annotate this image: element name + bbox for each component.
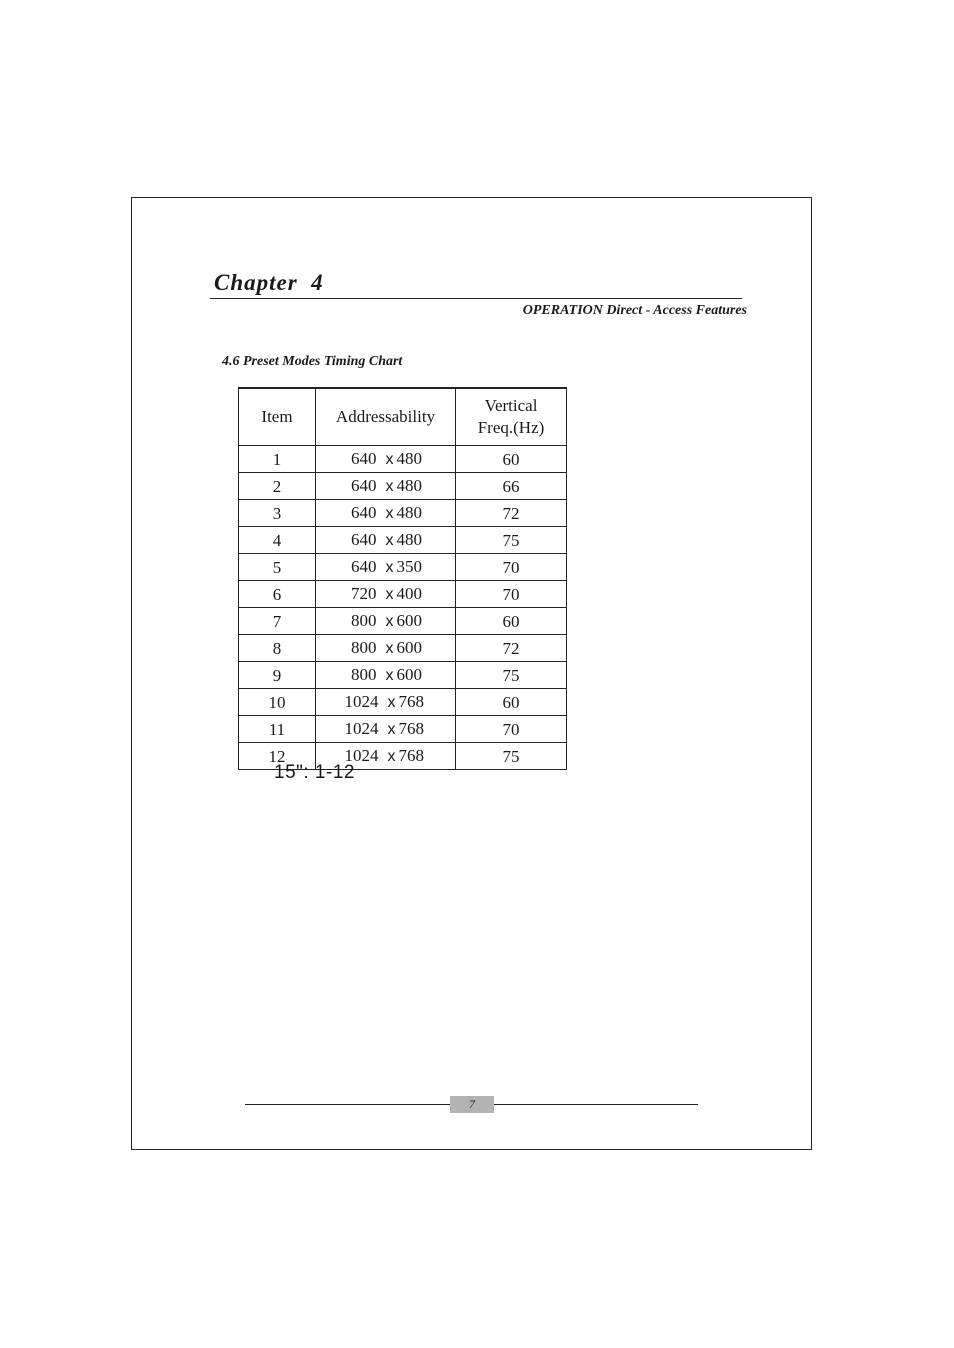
cell-addressability	[316, 635, 456, 662]
cell-vertical-freq: 75	[456, 527, 567, 554]
table-row	[239, 662, 567, 689]
table-row	[239, 554, 567, 581]
resolution-width: 640	[351, 530, 377, 549]
cell-vertical-freq: 60	[456, 608, 567, 635]
table-row	[239, 473, 567, 500]
table-row	[239, 527, 567, 554]
resolution-width: 1024	[344, 719, 379, 738]
cell-item: 3	[239, 500, 316, 527]
preset-modes-table	[238, 387, 567, 770]
resolution-height: 768	[398, 746, 424, 765]
resolution-width: 640	[351, 503, 377, 522]
cell-vertical-freq: 60	[456, 689, 567, 716]
resolution-width: 800	[351, 611, 377, 630]
times-sign: x	[385, 451, 394, 468]
cell-item: 5	[239, 554, 316, 581]
cell-addressability	[316, 473, 456, 500]
resolution-width: 1024	[344, 692, 379, 711]
resolution-width: 800	[351, 638, 377, 657]
column-header-freq-line2: Freq.(Hz)	[477, 418, 545, 437]
cell-addressability	[316, 554, 456, 581]
cell-vertical-freq: 70	[456, 716, 567, 743]
cell-item: 10	[239, 689, 316, 716]
times-sign: x	[385, 640, 394, 657]
header-rule	[210, 298, 742, 299]
resolution-width: 800	[351, 665, 377, 684]
resolution-height: 768	[398, 692, 424, 711]
cell-addressability	[316, 608, 456, 635]
table-row	[239, 635, 567, 662]
section-heading: 4.6 Preset Modes Timing Chart	[222, 354, 403, 369]
column-header-item: Item	[239, 388, 316, 446]
footer-rule-left	[245, 1104, 450, 1105]
column-header-vertical-freq	[456, 388, 567, 446]
table-row	[239, 446, 567, 473]
cell-item: 1	[239, 446, 316, 473]
cell-vertical-freq: 70	[456, 554, 567, 581]
chapter-subtitle: OPERATION Direct - Access Features	[522, 303, 747, 318]
times-sign: x	[385, 505, 394, 522]
cell-item: 7	[239, 608, 316, 635]
table-row	[239, 581, 567, 608]
cell-vertical-freq: 72	[456, 500, 567, 527]
times-sign: x	[387, 748, 396, 765]
resolution-height: 600	[396, 611, 422, 630]
chapter-title: Chapter 4	[214, 270, 324, 295]
cell-item: 8	[239, 635, 316, 662]
column-header-freq-line1: Vertical	[484, 396, 538, 415]
times-sign: x	[385, 478, 394, 495]
resolution-width: 720	[351, 584, 377, 603]
table-row	[239, 716, 567, 743]
resolution-width: 640	[351, 449, 377, 468]
cell-vertical-freq: 75	[456, 662, 567, 689]
resolution-height: 400	[396, 584, 422, 603]
resolution-width: 640	[351, 557, 377, 576]
times-sign: x	[385, 559, 394, 576]
cell-item: 11	[239, 716, 316, 743]
resolution-height: 600	[396, 638, 422, 657]
cell-vertical-freq: 66	[456, 473, 567, 500]
column-header-addressability: Addressability	[316, 388, 456, 446]
cell-item: 9	[239, 662, 316, 689]
footer-rule-right	[494, 1104, 698, 1105]
cell-addressability	[316, 716, 456, 743]
cell-vertical-freq: 72	[456, 635, 567, 662]
resolution-height: 480	[396, 476, 422, 495]
cell-item: 12	[239, 743, 316, 770]
table-row	[239, 608, 567, 635]
cell-vertical-freq: 70	[456, 581, 567, 608]
cell-item: 4	[239, 527, 316, 554]
cell-addressability	[316, 446, 456, 473]
table-row	[239, 500, 567, 527]
times-sign: x	[385, 613, 394, 630]
table-header-row	[239, 388, 567, 446]
table-row	[239, 689, 567, 716]
cell-addressability	[316, 527, 456, 554]
resolution-width: 1024	[344, 746, 379, 765]
resolution-width: 640	[351, 476, 377, 495]
times-sign: x	[385, 586, 394, 603]
resolution-height: 600	[396, 665, 422, 684]
times-sign: x	[385, 667, 394, 684]
times-sign: x	[385, 532, 394, 549]
resolution-height: 480	[396, 503, 422, 522]
cell-addressability	[316, 662, 456, 689]
resolution-height: 350	[396, 557, 422, 576]
cell-addressability	[316, 581, 456, 608]
cell-item: 2	[239, 473, 316, 500]
cell-vertical-freq: 60	[456, 446, 567, 473]
cell-addressability	[316, 500, 456, 527]
cell-item: 6	[239, 581, 316, 608]
model-size-note: 15": 1-12	[274, 762, 355, 783]
cell-vertical-freq: 75	[456, 743, 567, 770]
resolution-height: 480	[396, 449, 422, 468]
resolution-height: 480	[396, 530, 422, 549]
times-sign: x	[387, 694, 396, 711]
page-number: 7	[450, 1096, 494, 1113]
cell-addressability	[316, 689, 456, 716]
times-sign: x	[387, 721, 396, 738]
resolution-height: 768	[398, 719, 424, 738]
